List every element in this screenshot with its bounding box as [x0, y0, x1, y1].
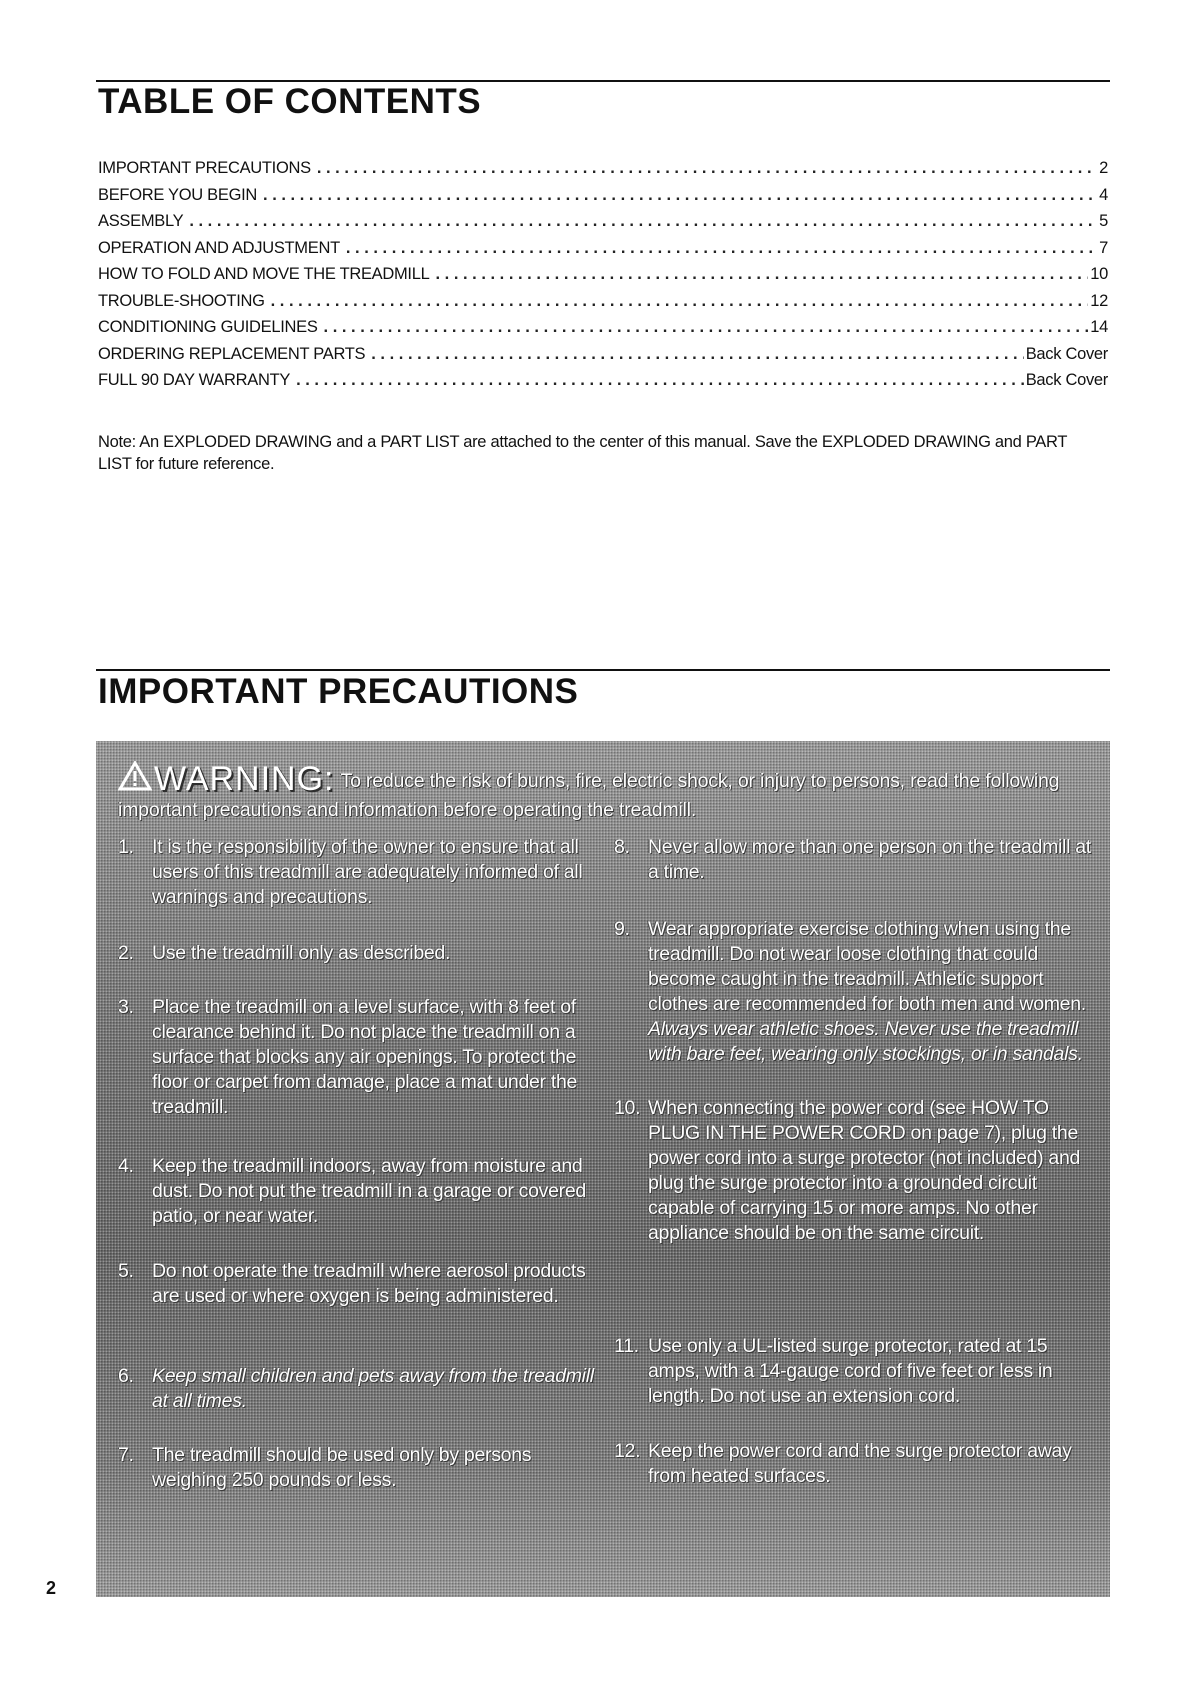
- toc-entry[interactable]: [98, 235, 1108, 262]
- toc-entry-leader: [435, 261, 1088, 288]
- item-text-italic: Always wear athletic shoes. Never use the treadmill with bare feet, wearing only stockings, or in sandals.: [648, 1018, 1083, 1065]
- toc-entry-page: 10: [1090, 265, 1108, 283]
- precaution-item: [118, 1443, 598, 1493]
- toc-entry[interactable]: [98, 367, 1108, 394]
- toc-entry-leader: [317, 155, 1097, 182]
- toc-entry-page: 14: [1090, 318, 1108, 336]
- warning-word: WARNING:: [154, 760, 335, 798]
- page-number: 2: [46, 1578, 57, 1598]
- item-text: Never allow more than one person on the treadmill at a time.: [648, 836, 1091, 883]
- toc-entry-leader: [271, 288, 1089, 315]
- item-number: 5.: [118, 1260, 134, 1282]
- precautions-top-rule: [96, 669, 1110, 671]
- item-number: 8.: [614, 836, 630, 858]
- item-text-regular: Wear appropriate exercise clothing when using the treadmill. Do not wear loose clothing that could become caught in the treadmill. Athletic support clothes are recommended for both men and women.: [648, 918, 1086, 1015]
- precaution-item: [614, 835, 1094, 885]
- item-number: 4.: [118, 1155, 134, 1177]
- item-text: Use the treadmill only as described.: [152, 942, 451, 964]
- toc-entry-page: 2: [1099, 159, 1108, 177]
- precautions-heading: IMPORTANT PRECAUTIONS: [98, 672, 579, 711]
- toc-entry-title: BEFORE YOU BEGIN: [98, 185, 258, 204]
- item-number: 3.: [118, 996, 134, 1018]
- toc-entry-leader: [371, 341, 1023, 368]
- precaution-item: [118, 1259, 598, 1309]
- precaution-item: [614, 1334, 1094, 1409]
- toc-list: [98, 155, 1108, 394]
- item-text: The treadmill should be used only by persons weighing 250 pounds or less.: [152, 1444, 532, 1491]
- item-text-italic: Keep small children and pets away from the treadmill at all times.: [152, 1365, 594, 1412]
- toc-entry[interactable]: [98, 341, 1108, 368]
- toc-entry-page: Back Cover: [1025, 344, 1108, 363]
- toc-entry-title: ASSEMBLY: [98, 212, 184, 230]
- toc-entry-title: FULL 90 DAY WARRANTY: [98, 371, 291, 389]
- toc-entry-title: CONDITIONING GUIDELINES: [98, 318, 318, 336]
- item-text: It is the responsibility of the owner to ensure that all users of this treadmill are adequately informed of all warnings and precautions.: [152, 836, 583, 908]
- toc-entry-title: HOW TO FOLD AND MOVE THE TREADMILL: [98, 265, 430, 283]
- item-number: 1.: [118, 836, 134, 858]
- toc-entry-page: 5: [1099, 212, 1108, 230]
- toc-entry-page: 4: [1099, 185, 1108, 204]
- toc-entry[interactable]: [98, 261, 1108, 288]
- warning-text: To reduce the risk of burns, fire, electric shock, or injury to persons, read the following important precautions and information before operating the treadmill.: [118, 770, 1060, 821]
- warning-box: [96, 741, 1110, 1597]
- toc-entry-leader: [296, 367, 1024, 394]
- toc-entry[interactable]: [98, 208, 1108, 235]
- toc-entry-page: 7: [1099, 238, 1108, 257]
- toc-entry[interactable]: [98, 182, 1108, 209]
- item-text: Keep the treadmill indoors, away from moisture and dust. Do not put the treadmill in a garage or covered patio, or near water.: [152, 1155, 586, 1227]
- warning-intro: [118, 761, 1088, 823]
- item-number: 2.: [118, 942, 134, 964]
- toc-entry-leader: [346, 235, 1097, 262]
- toc-entry-page: Back Cover: [1025, 371, 1108, 389]
- item-text: When connecting the power cord (see HOW TO PLUG IN THE POWER CORD on page 7), plug the power cord into a surge protector (not included) and plug the surge protector into a grounded circuit capable of carrying 15 or more amps. No other appliance should be on the same circuit.: [648, 1097, 1081, 1244]
- toc-entry[interactable]: [98, 155, 1108, 182]
- toc-entry-title: ORDERING REPLACEMENT PARTS: [98, 344, 366, 363]
- item-text: Use only a UL-listed surge protector, rated at 15 amps, with a 14-gauge cord of five feet or less in length. Do not use an extension cord.: [648, 1335, 1053, 1407]
- toc-entry-title: OPERATION AND ADJUSTMENT: [98, 238, 340, 257]
- item-number: 11.: [614, 1335, 639, 1357]
- precaution-item: [118, 1364, 598, 1414]
- toc-heading: TABLE OF CONTENTS: [98, 82, 482, 121]
- toc-entry-leader: [263, 182, 1097, 209]
- precaution-item: [118, 941, 598, 966]
- precaution-item: [614, 1439, 1094, 1489]
- item-number: 7.: [118, 1444, 134, 1466]
- item-number: 6.: [118, 1365, 134, 1387]
- item-number: 9.: [614, 918, 630, 940]
- item-number: 12.: [614, 1440, 641, 1462]
- toc-entry-leader: [189, 208, 1097, 235]
- item-text: Do not operate the treadmill where aerosol products are used or where oxygen is being administered.: [152, 1260, 586, 1307]
- toc-entry-page: 12: [1090, 291, 1108, 310]
- precaution-item: [614, 1096, 1094, 1246]
- item-text: [648, 917, 1094, 1067]
- precaution-item: [118, 835, 598, 910]
- item-text: Place the treadmill on a level surface, with 8 feet of clearance behind it. Do not place the treadmill on a surface that blocks any air openings. To protect the floor or carpet from damage, place a mat under the treadmill.: [152, 996, 578, 1118]
- toc-entry[interactable]: [98, 288, 1108, 315]
- toc-entry-title: IMPORTANT PRECAUTIONS: [98, 159, 311, 177]
- item-text: [152, 1364, 598, 1414]
- precaution-item: [614, 917, 1094, 1067]
- item-number: 10.: [614, 1097, 641, 1119]
- item-text: Keep the power cord and the surge protector away from heated surfaces.: [648, 1440, 1072, 1487]
- toc-entry-title: TROUBLE-SHOOTING: [98, 291, 265, 310]
- precaution-item: [118, 995, 598, 1120]
- toc-entry-leader: [324, 314, 1089, 341]
- toc-note: Note: An EXPLODED DRAWING and a PART LIST are attached to the center of this manual. Save the EXPLODED DRAWING and PART LIST for future reference.: [98, 432, 1067, 473]
- toc-entry[interactable]: [98, 314, 1108, 341]
- warning-triangle-icon: [118, 761, 152, 798]
- precaution-item: [118, 1154, 598, 1229]
